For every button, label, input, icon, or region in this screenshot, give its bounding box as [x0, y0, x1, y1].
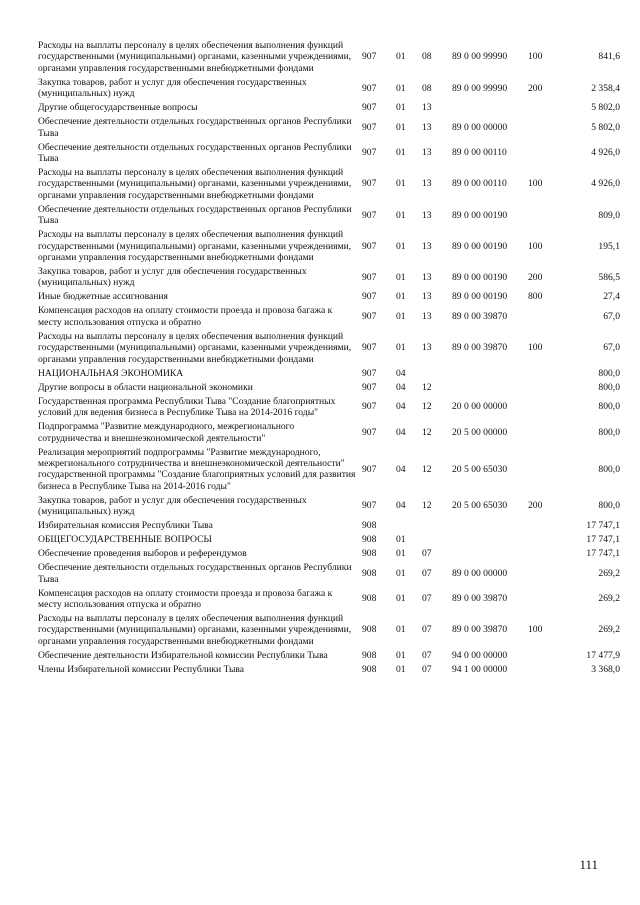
target-item-code: 20 5 00 65030: [452, 500, 508, 512]
expense-type-code: 100: [528, 240, 543, 252]
amount: 800,0: [598, 426, 620, 438]
target-item-code: 89 0 00 00000: [452, 121, 508, 133]
expense-type-code: [528, 142, 564, 167]
amount: 3 368,0: [591, 663, 620, 675]
subsection-code: 13: [422, 209, 432, 221]
expense-name: Иные бюджетные ассигнования: [38, 291, 168, 303]
amount: 800,0: [598, 401, 620, 413]
target-item-code: [452, 548, 528, 562]
subsection-code: 12: [422, 500, 432, 512]
admin-code: 907: [362, 311, 377, 323]
section-code: 01: [396, 567, 406, 579]
subsection-code: 13: [422, 311, 432, 323]
admin-code: 907: [362, 209, 377, 221]
section-code: 04: [396, 381, 406, 393]
target-item-code: 89 0 00 00000: [452, 567, 508, 579]
subsection-code: [422, 520, 452, 534]
section-code: [396, 520, 422, 534]
target-item-code: [452, 102, 528, 116]
section-code: 04: [396, 500, 406, 512]
admin-code: 907: [362, 367, 377, 379]
amount: 17 747,1: [586, 548, 620, 560]
amount: 67,0: [603, 311, 620, 323]
section-code: 01: [396, 624, 406, 636]
admin-code: 908: [362, 593, 377, 605]
section-code: 01: [396, 271, 406, 283]
section-code: 04: [396, 463, 406, 475]
expense-name: Государственная программа Республики Тыва "Создание благоприятных условий для ведения бизнеса в Республике Тыва на 2014-2016 годы": [38, 395, 336, 419]
section-code: 01: [396, 342, 406, 354]
subsection-code: 13: [422, 121, 432, 133]
section-code: 01: [396, 548, 406, 560]
table-row: [38, 116, 620, 141]
subsection-code: 07: [422, 663, 432, 675]
subsection-code: 07: [422, 593, 432, 605]
expense-type-code: [528, 102, 564, 116]
section-code: 01: [396, 291, 406, 303]
expense-name: Расходы на выплаты персоналу в целях обеспечения выполнения функций государственными (муниципальными) органами, казенными учреждениями, органами управления государственными внебюджетными фондами: [38, 40, 352, 74]
expense-name: Компенсация расходов на оплату стоимости проезда и провоза багажа к месту использования отпуска и обратно: [38, 587, 333, 610]
admin-code: 908: [362, 548, 377, 560]
amount: 27,4: [603, 291, 620, 303]
expense-type-code: [528, 204, 564, 229]
target-item-code: 89 0 00 00190: [452, 240, 508, 252]
expense-name: Обеспечение деятельности отдельных государственных органов Республики Тыва: [38, 116, 352, 139]
expense-type-code: [528, 447, 564, 495]
expense-name: Члены Избирательной комиссии Республики Тыва: [38, 663, 245, 675]
expense-name: Закупка товаров, работ и услуг для обеспечения государственных (муниципальных) нужд: [38, 266, 307, 289]
subsection-code: 13: [422, 291, 432, 303]
subsection-code: 13: [422, 240, 432, 252]
table-row: [38, 382, 620, 396]
expense-name: Подпрограмма "Развитие международного, межрегионального сотрудничества и внешнеэкономической деятельности": [38, 421, 295, 444]
expense-name: ОБЩЕГОСУДАРСТВЕННЫЕ ВОПРОСЫ: [38, 534, 212, 546]
expense-type-code: [528, 368, 564, 382]
section-code: 04: [396, 401, 406, 413]
amount: 269,2: [598, 567, 620, 579]
admin-code: 907: [362, 178, 377, 190]
expense-name: Закупка товаров, работ и услуг для обеспечения государственных (муниципальных) нужд: [38, 494, 307, 518]
section-code: 01: [396, 534, 406, 546]
section-code: 01: [396, 240, 406, 252]
subsection-code: 13: [422, 102, 432, 114]
expense-name: Другие общегосударственные вопросы: [38, 102, 198, 114]
budget-table: [38, 40, 620, 678]
amount: 800,0: [598, 381, 620, 393]
expense-type-code: 100: [528, 178, 543, 190]
expense-name: Обеспечение проведения выборов и референдумов: [38, 548, 247, 560]
subsection-code: 13: [422, 147, 432, 159]
expense-type-code: 200: [528, 82, 543, 94]
amount: 5 802,0: [591, 121, 620, 133]
expense-name: Обеспечение деятельности отдельных государственных органов Республики Тыва: [38, 141, 352, 165]
section-code: 01: [396, 121, 406, 133]
admin-code: 908: [362, 534, 377, 546]
budget-table-body: [38, 40, 620, 678]
table-row: [38, 331, 620, 368]
expense-type-code: [528, 548, 564, 562]
section-code: 01: [396, 178, 406, 190]
subsection-code: 12: [422, 463, 432, 475]
amount: 2 358,4: [591, 82, 620, 94]
admin-code: 908: [362, 567, 377, 579]
table-row: [38, 520, 620, 534]
subsection-code: 13: [422, 178, 432, 190]
admin-code: 907: [362, 82, 377, 94]
expense-name: Обеспечение деятельности отдельных государственных органов Республики Тыва: [38, 562, 352, 585]
expense-type-code: 100: [528, 624, 543, 636]
expense-type-code: 800: [528, 291, 543, 303]
expense-type-code: [528, 396, 564, 421]
target-item-code: 89 0 00 00190: [452, 209, 508, 221]
section-code: 04: [396, 426, 406, 438]
admin-code: 907: [362, 500, 377, 512]
section-code: 04: [396, 367, 406, 379]
admin-code: 908: [362, 520, 377, 532]
expense-type-code: 100: [528, 342, 543, 354]
target-item-code: 20 5 00 65030: [452, 463, 508, 475]
section-code: 01: [396, 593, 406, 605]
amount: 4 926,0: [591, 178, 620, 190]
target-item-code: 89 0 00 99990: [452, 51, 508, 63]
section-code: 01: [396, 147, 406, 159]
admin-code: 908: [362, 624, 377, 636]
admin-code: 907: [362, 342, 377, 354]
amount: 800,0: [598, 463, 620, 475]
subsection-code: 08: [422, 51, 432, 63]
admin-code: 907: [362, 240, 377, 252]
table-row: [38, 305, 620, 330]
expense-name: Расходы на выплаты персоналу в целях обеспечения выполнения функций государственными (муниципальными) органами, казенными учреждениями, органами управления государственными внебюджетными фондами: [38, 229, 352, 264]
section-code: 01: [396, 51, 406, 63]
amount: 269,2: [598, 624, 620, 636]
target-item-code: [452, 368, 528, 382]
expense-type-code: [528, 116, 564, 141]
table-row: [38, 447, 620, 495]
amount: 5 802,0: [591, 102, 620, 114]
table-row: [38, 266, 620, 291]
expense-type-code: [528, 421, 564, 446]
target-item-code: [452, 534, 528, 548]
section-code: 01: [396, 649, 406, 661]
section-code: 01: [396, 311, 406, 323]
admin-code: 907: [362, 401, 377, 413]
table-row: [38, 613, 620, 650]
subsection-code: [422, 534, 452, 548]
amount: 17 477,9: [586, 649, 620, 661]
table-row: [38, 495, 620, 520]
expense-type-code: [528, 664, 564, 678]
admin-code: 907: [362, 381, 377, 393]
expense-type-code: 100: [528, 51, 543, 63]
table-row: [38, 291, 620, 305]
target-item-code: 89 0 00 99990: [452, 82, 508, 94]
admin-code: 907: [362, 426, 377, 438]
expense-type-code: 200: [528, 271, 543, 283]
admin-code: 907: [362, 121, 377, 133]
subsection-code: 12: [422, 401, 432, 413]
subsection-code: 12: [422, 381, 432, 393]
expense-name: Расходы на выплаты персоналу в целях обеспечения выполнения функций государственными (муниципальными) органами, казенными учреждениями, органами управления государственными внебюджетными фондами: [38, 612, 352, 647]
admin-code: 908: [362, 649, 377, 661]
target-item-code: 89 0 00 39870: [452, 593, 508, 605]
table-row: [38, 167, 620, 204]
admin-code: 907: [362, 102, 377, 114]
expense-name: Реализация мероприятий подпрограммы "Развитие международного, межрегионального сотрудничества и внешнеэкономической деятельности" государственной программы "Создание благоприятных условий для развития бизнеса в Республике Тыва на 2014-2016 годы": [38, 446, 356, 492]
expense-name: Обеспечение деятельности отдельных государственных органов Республики Тыва: [38, 203, 352, 227]
expense-type-code: [528, 588, 564, 613]
admin-code: 907: [362, 147, 377, 159]
subsection-code: 07: [422, 548, 432, 560]
subsection-code: [422, 368, 452, 382]
target-item-code: [452, 520, 528, 534]
subsection-code: 13: [422, 271, 432, 283]
expense-type-code: [528, 650, 564, 664]
section-code: 01: [396, 102, 406, 114]
amount: 17 747,1: [586, 520, 620, 532]
section-code: 01: [396, 209, 406, 221]
target-item-code: 89 0 00 39870: [452, 311, 508, 323]
expense-type-code: 200: [528, 500, 543, 512]
subsection-code: 07: [422, 649, 432, 661]
amount: 586,5: [598, 271, 620, 283]
section-code: 01: [396, 663, 406, 675]
table-row: [38, 421, 620, 446]
target-item-code: 89 0 00 00190: [452, 271, 508, 283]
amount: 4 926,0: [591, 147, 620, 159]
expense-type-code: [528, 534, 564, 548]
target-item-code: 89 0 00 00110: [452, 178, 507, 190]
section-code: 01: [396, 82, 406, 94]
table-row: [38, 229, 620, 266]
admin-code: 907: [362, 51, 377, 63]
table-row: [38, 142, 620, 167]
expense-name: Закупка товаров, работ и услуг для обеспечения государственных (муниципальных) нужд: [38, 76, 307, 100]
subsection-code: 08: [422, 82, 432, 94]
target-item-code: 94 0 00 00000: [452, 649, 508, 661]
amount: 841,6: [598, 51, 620, 63]
amount: 195,1: [598, 240, 620, 252]
table-row: [38, 588, 620, 613]
target-item-code: 89 0 00 00110: [452, 147, 507, 159]
expense-name: Расходы на выплаты персоналу в целях обеспечения выполнения функций государственными (муниципальными) органами, казенными учреждениями, органами управления государственными внебюджетными фондами: [38, 330, 352, 365]
table-row: [38, 562, 620, 587]
expense-type-code: [528, 305, 564, 330]
amount: 809,0: [598, 209, 620, 221]
table-row: [38, 664, 620, 678]
expense-type-code: [528, 382, 564, 396]
admin-code: 907: [362, 291, 377, 303]
table-row: [38, 650, 620, 664]
expense-name: Компенсация расходов на оплату стоимости проезда и провоза багажа к месту использования отпуска и обратно: [38, 305, 333, 328]
table-row: [38, 102, 620, 116]
table-row: [38, 77, 620, 102]
table-row: [38, 368, 620, 382]
amount: 800,0: [598, 500, 620, 512]
admin-code: 907: [362, 271, 377, 283]
expense-name: Расходы на выплаты персоналу в целях обеспечения выполнения функций государственными (муниципальными) органами, казенными учреждениями, органами управления государственными внебюджетными фондами: [38, 167, 352, 201]
table-row: [38, 548, 620, 562]
subsection-code: 13: [422, 342, 432, 354]
target-item-code: 20 5 00 00000: [452, 426, 508, 438]
table-row: [38, 204, 620, 229]
expense-type-code: [528, 520, 564, 534]
target-item-code: 89 0 00 00190: [452, 291, 508, 303]
admin-code: 907: [362, 463, 377, 475]
admin-code: 908: [362, 663, 377, 675]
target-item-code: 89 0 00 39870: [452, 342, 508, 354]
subsection-code: 07: [422, 567, 432, 579]
amount: 269,2: [598, 593, 620, 605]
amount: 800,0: [598, 367, 620, 379]
expense-name: Избирательная комиссия Республики Тыва: [38, 520, 213, 532]
expense-name: НАЦИОНАЛЬНАЯ ЭКОНОМИКА: [38, 367, 184, 379]
table-row: [38, 534, 620, 548]
amount: 67,0: [603, 342, 620, 354]
amount: 17 747,1: [586, 534, 620, 546]
target-item-code: [452, 382, 528, 396]
table-row: [38, 396, 620, 421]
subsection-code: 12: [422, 426, 432, 438]
subsection-code: 07: [422, 624, 432, 636]
expense-type-code: [528, 562, 564, 587]
expense-name: Другие вопросы в области национальной экономики: [38, 381, 253, 393]
page-number: 111: [579, 857, 598, 872]
target-item-code: 94 1 00 00000: [452, 663, 508, 675]
expense-name: Обеспечение деятельности Избирательной комиссии Республики Тыва: [38, 649, 328, 661]
target-item-code: 20 0 00 00000: [452, 401, 508, 413]
table-row: [38, 40, 620, 77]
target-item-code: 89 0 00 39870: [452, 624, 508, 636]
